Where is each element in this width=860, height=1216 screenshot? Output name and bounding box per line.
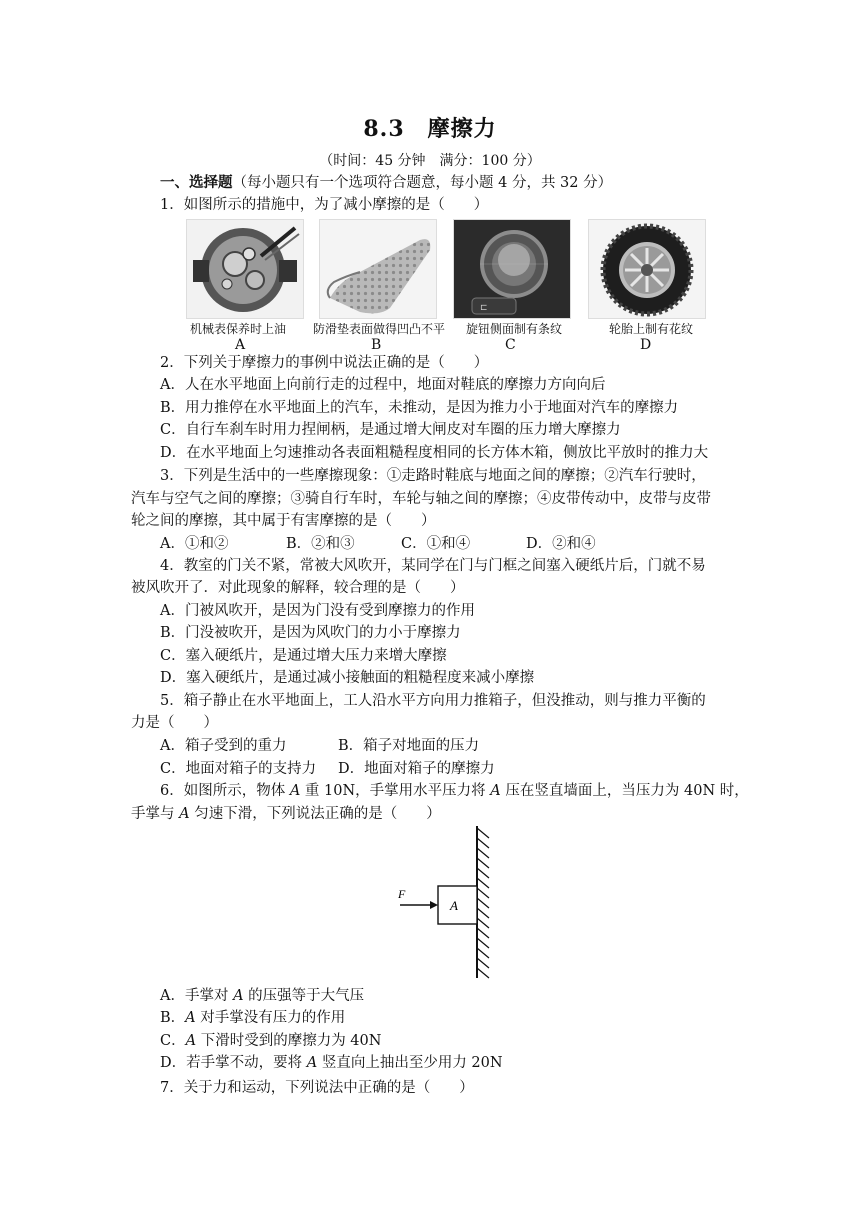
section-note: （每小题只有一个选项符合题意，每小题 4 分，共 32 分）: [232, 175, 613, 191]
question-6-option-c: C．A 下滑时受到的摩擦力为 40N: [160, 1033, 382, 1049]
knob-image: [453, 219, 571, 319]
question-5-line-1: 5．箱子静止在水平地面上，工人沿水平方向用力推箱子，但没推动，则与推力平衡的: [160, 693, 706, 709]
wall-block-figure: [390, 822, 510, 982]
question-2-option-a: A．人在水平地面上向前行走的过程中，地面对鞋底的摩擦力方向向后: [160, 377, 606, 393]
section-heading: [160, 172, 612, 194]
question-6-line-2: 手掌与 A 匀速下滑，下列说法正确的是（ ）: [131, 806, 441, 822]
question-5-option-c: C．地面对箱子的支持力: [160, 761, 317, 777]
question-3-option-d: D．②和④: [526, 536, 596, 552]
question-6-option-d: D．若手掌不动，要将 A 竖直向上抽出至少用力 20N: [160, 1055, 503, 1071]
label-d: D: [640, 337, 652, 353]
watch-movement-image: [186, 219, 304, 319]
question-4-option-c: C．塞入硬纸片，是通过增大压力来增大摩擦: [160, 648, 447, 664]
force-label: F: [398, 887, 406, 901]
question-2-option-c: C．自行车刹车时用力捏闸柄，是通过增大闸皮对车圈的压力增大摩擦力: [160, 422, 621, 438]
question-5-line-2: 力是（ ）: [131, 715, 218, 731]
tire-image: [588, 219, 706, 319]
question-3-line-2: 汽车与空气之间的摩擦；③骑自行车时，车轮与轴之间的摩擦；④皮带传动中，皮带与皮带: [131, 491, 711, 507]
question-4-option-b: B．门没被吹开，是因为风吹门的力小于摩擦力: [160, 625, 461, 641]
question-3-line-3: 轮之间的摩擦，其中属于有害摩擦的是（ ）: [131, 513, 436, 529]
question-2-option-b: B．用力推停在水平地面上的汽车，未推动，是因为推力小于地面对汽车的摩擦力: [160, 400, 679, 416]
question-7-stem: 7．关于力和运动，下列说法中正确的是（ ）: [160, 1080, 474, 1096]
question-5-option-b: B．箱子对地面的压力: [338, 738, 480, 754]
question-3-option-a: A．①和②: [160, 536, 229, 552]
question-3-line-1: 3．下列是生活中的一些摩擦现象：①走路时鞋底与地面之间的摩擦；②汽车行驶时，: [160, 468, 706, 484]
label-b: B: [371, 337, 382, 353]
anti-slip-mat-image: [319, 219, 437, 319]
exam-info: （时间：45 分钟 满分：100 分）: [319, 153, 541, 169]
caption-d: 轮胎上制有花纹: [609, 322, 694, 336]
caption-a: 机械表保养时上油: [190, 322, 287, 336]
question-2-stem: 2．下列关于摩擦力的事例中说法正确的是（ ）: [160, 355, 489, 371]
label-c: C: [505, 337, 516, 353]
force-arrow-head: [430, 901, 438, 909]
question-1-stem: 1．如图所示的措施中，为了减小摩擦的是（ ）: [160, 197, 489, 213]
question-5-option-d: D．地面对箱子的摩擦力: [338, 761, 495, 777]
wall-hatching: [477, 828, 489, 978]
question-4-line-2: 被风吹开了．对此现象的解释，较合理的是（ ）: [131, 580, 465, 596]
page-title: 8.3 摩擦力: [363, 116, 497, 142]
caption-c: 旋钮侧面制有条纹: [466, 322, 563, 336]
svg-text:⊏: ⊏: [480, 303, 488, 313]
question-6-option-a: A．手掌对 A 的压强等于大气压: [160, 988, 365, 1004]
question-4-option-a: A．门被风吹开，是因为门没有受到摩擦力的作用: [160, 603, 475, 619]
question-4-option-d: D．塞入硬纸片，是通过减小接触面的粗糙程度来减小摩擦: [160, 670, 535, 686]
question-2-option-d: D．在水平地面上匀速推动各表面粗糙程度相同的长方体木箱，侧放比平放时的推力大: [160, 445, 709, 461]
question-3-option-c: C．①和④: [401, 536, 471, 552]
block-label: A: [450, 898, 458, 913]
question-6-option-b: B．A 对手掌没有压力的作用: [160, 1010, 346, 1026]
question-6-line-1: 6．如图所示，物体 A 重 10N，手掌用水平压力将 A 压在竖直墙面上，当压力为 40N 时，: [160, 783, 749, 799]
question-4-line-1: 4．教室的门关不紧，常被大风吹开，某同学在门与门框之间塞入硬纸片后，门就不易: [160, 558, 706, 574]
caption-b: 防滑垫表面做得凹凸不平: [313, 322, 446, 336]
question-3-option-b: B．②和③: [286, 536, 355, 552]
label-a: A: [235, 337, 246, 353]
section-label: 一、选择题: [160, 174, 233, 191]
question-5-option-a: A．箱子受到的重力: [160, 738, 287, 754]
